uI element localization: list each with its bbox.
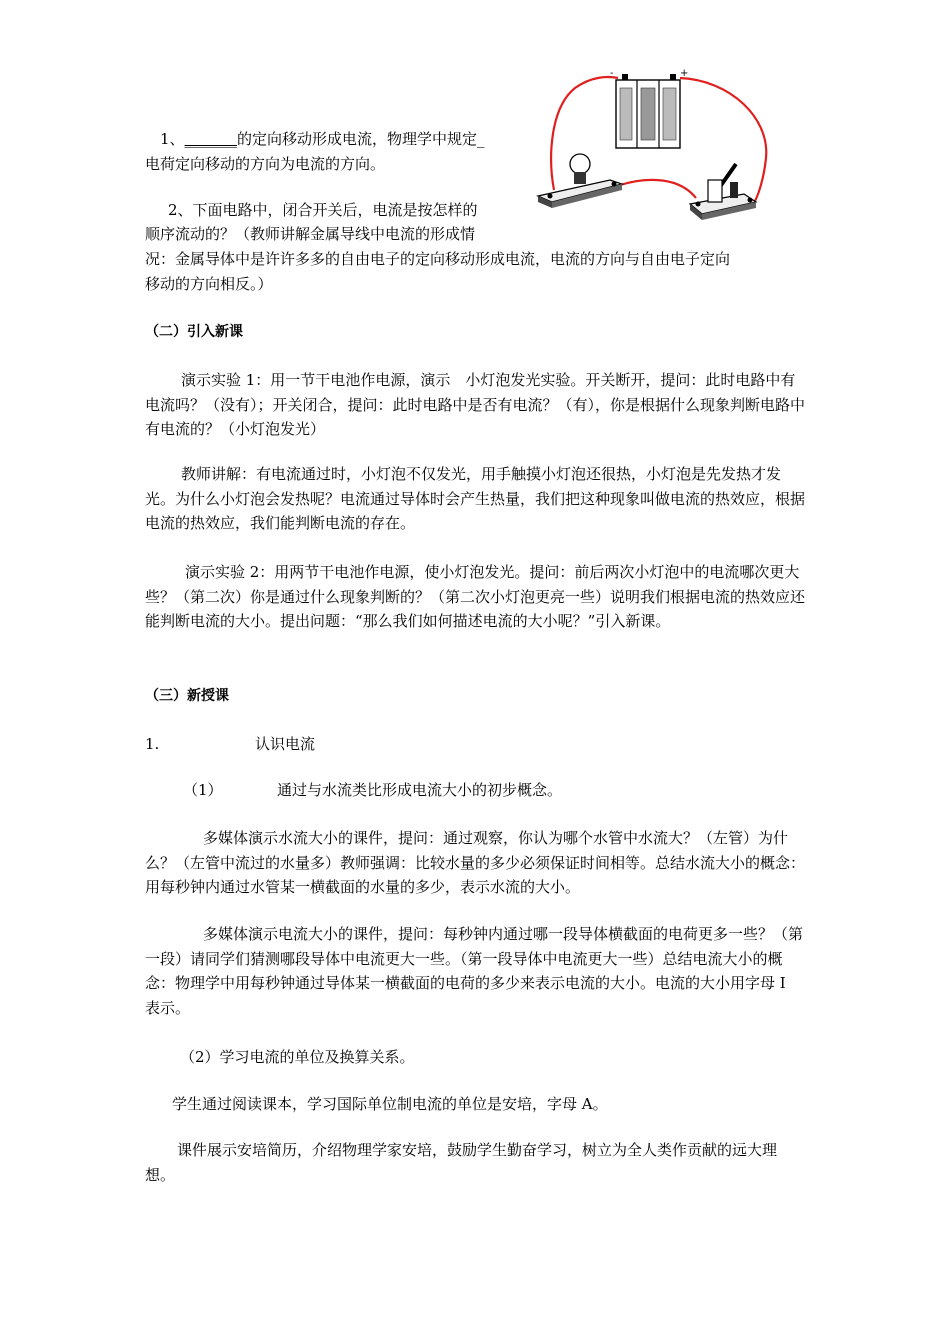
- subitem-1-title: 通过与水流类比形成电流大小的初步概念。: [277, 781, 563, 799]
- question-2-line3: 况：金属导体中是许许多多的自由电子的定向移动形成电流，电流的方向与自由电子定向: [145, 250, 731, 268]
- battery-icon: [610, 68, 688, 148]
- subitem-2: （2）学习电流的单位及换算关系。: [180, 1048, 415, 1066]
- battery-minus-label: -: [610, 68, 614, 79]
- teacher-explanation-paragraph: 教师讲解：有电流通过时，小灯泡不仅发光，用手触摸小灯泡还很热，小灯泡是先发热才发光。为什么小灯泡会发热呢？电流通过导体时会产生热量，我们把这种现象叫做电流的热效应，根据电流的热效应，我们能判断电流的存在。: [145, 465, 806, 532]
- question-2-line4: 移动的方向相反。）: [145, 275, 273, 293]
- question-2-line1: 2、下面电路中，闭合开关后，电流是按怎样的: [168, 201, 478, 219]
- item-1-number: 1.: [145, 735, 160, 753]
- red-wire-bottom: [620, 180, 696, 198]
- ampere-paragraph: 课件展示安培简历，介绍物理学家安培，鼓励学生勤奋学习，树立为全人类作贡献的远大理想。: [145, 1141, 778, 1184]
- section-2-heading: （二）引入新课: [145, 324, 243, 340]
- question-2-line2: 顺序流动的？（教师讲解金属导线中电流的形成情: [145, 225, 476, 243]
- answer-blank: _______: [184, 130, 238, 148]
- question-1-text: 的定向移动形成电流，物理学中规定_: [237, 130, 485, 148]
- experiment-2-paragraph: 演示实验 2：用两节干电池作电源，使小灯泡发光。提问：前后两次小灯泡中的电流哪次更大些？（第二次）你是通过什么现象判断的？（第二次小灯泡更亮一些）说明我们根据电流的热效应还能判断电流的大小。提出问题：“那么我们如何描述电流的大小呢？”引入新课。: [145, 563, 806, 630]
- question-1-line2: 电荷定向移动的方向为电流的方向。: [145, 155, 386, 173]
- current-size-paragraph: 多媒体演示电流大小的课件，提问：每秒钟内通过哪一段导体横截面的电荷更多一些？（第一段）请同学们猜测哪段导体中电流更大一些。（第一段导体中电流更大一些）总结电流大小的概念：物理学中用每秒钟通过导体某一横截面的电荷的多少来表示电流的大小。电流的大小用字母 I 表示。: [145, 925, 804, 1017]
- item-1-title: 认识电流: [255, 735, 316, 753]
- unit-paragraph: 学生通过阅读课本，学习国际单位制电流的单位是安培，字母 A。: [172, 1095, 608, 1113]
- experiment-1-paragraph: 演示实验 1：用一节干电池作电源，演示 小灯泡发光实验。开关断开，提问：此时电路中有电流吗？（没有）；开关闭合，提问：此时电路中是否有电流？（有），你是根据什么现象判断电路中有电流的？（小灯泡发光）: [145, 371, 806, 438]
- question-1-number: 1、: [160, 130, 185, 148]
- battery-plus-label: +: [680, 68, 689, 79]
- switch-icon: [690, 164, 756, 220]
- subitem-1-number: （1）: [183, 781, 223, 799]
- circuit-diagram: [530, 68, 775, 228]
- section-3-heading: （三）新授课: [145, 688, 229, 704]
- water-flow-paragraph: 多媒体演示水流大小的课件，提问：通过观察，你认为哪个水管中水流大？（左管）为什么？（左管中流过的水量多）教师强调：比较水量的多少必须保证时间相等。总结水流大小的概念：用每秒钟内通过水管某一横截面的水量的多少，表示水流的大小。: [145, 829, 806, 896]
- question-1: [160, 127, 540, 152]
